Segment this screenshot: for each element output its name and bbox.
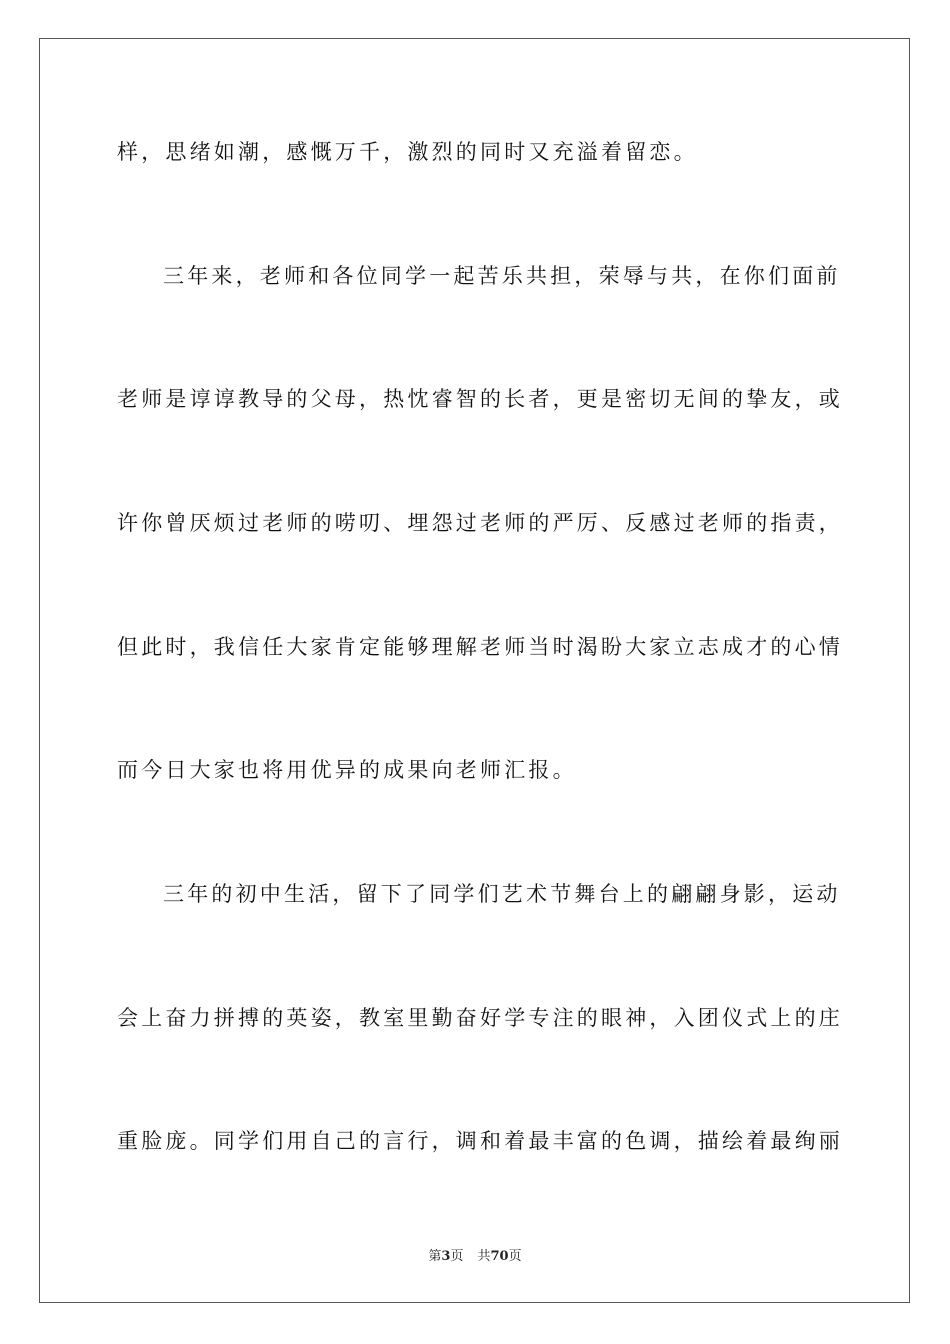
page-footer: [0, 1249, 950, 1265]
paragraph-line: 重脸庞。同学们用自己的言行，调和着最丰富的色调，描绘着最绚丽: [117, 1129, 843, 1153]
paragraph-line: 许你曾厌烦过老师的唠叨、埋怨过老师的严厉、反感过老师的指责，: [117, 511, 843, 535]
page-border: [39, 38, 910, 1303]
page-prefix: 第: [428, 1249, 442, 1264]
paragraph-line: 样，思绪如潮，感慨万千，激烈的同时又充溢着留恋。: [117, 140, 698, 164]
page-number: 3: [441, 1249, 451, 1264]
page-suffix: 页: [450, 1249, 464, 1264]
total-prefix: 共: [477, 1249, 491, 1264]
paragraph-line: 老师是谆谆教导的父母，热忱睿智的长者，更是密切无间的挚友，或: [117, 387, 843, 411]
paragraph-line: 三年的初中生活，留下了同学们艺术节舞台上的翩翩身影，运动: [163, 882, 841, 906]
total-pages: 70: [490, 1249, 509, 1264]
paragraph-line: 但此时，我信任大家肯定能够理解老师当时渴盼大家立志成才的心情: [117, 635, 843, 659]
total-suffix: 页: [508, 1249, 522, 1264]
paragraph-line: 而今日大家也将用优异的成果向老师汇报。: [117, 758, 577, 782]
paragraph-line: 会上奋力拼搏的英姿，教室里勤奋好学专注的眼神，入团仪式上的庄: [117, 1006, 843, 1030]
paragraph-line: 三年来，老师和各位同学一起苦乐共担，荣辱与共，在你们面前: [163, 264, 841, 288]
